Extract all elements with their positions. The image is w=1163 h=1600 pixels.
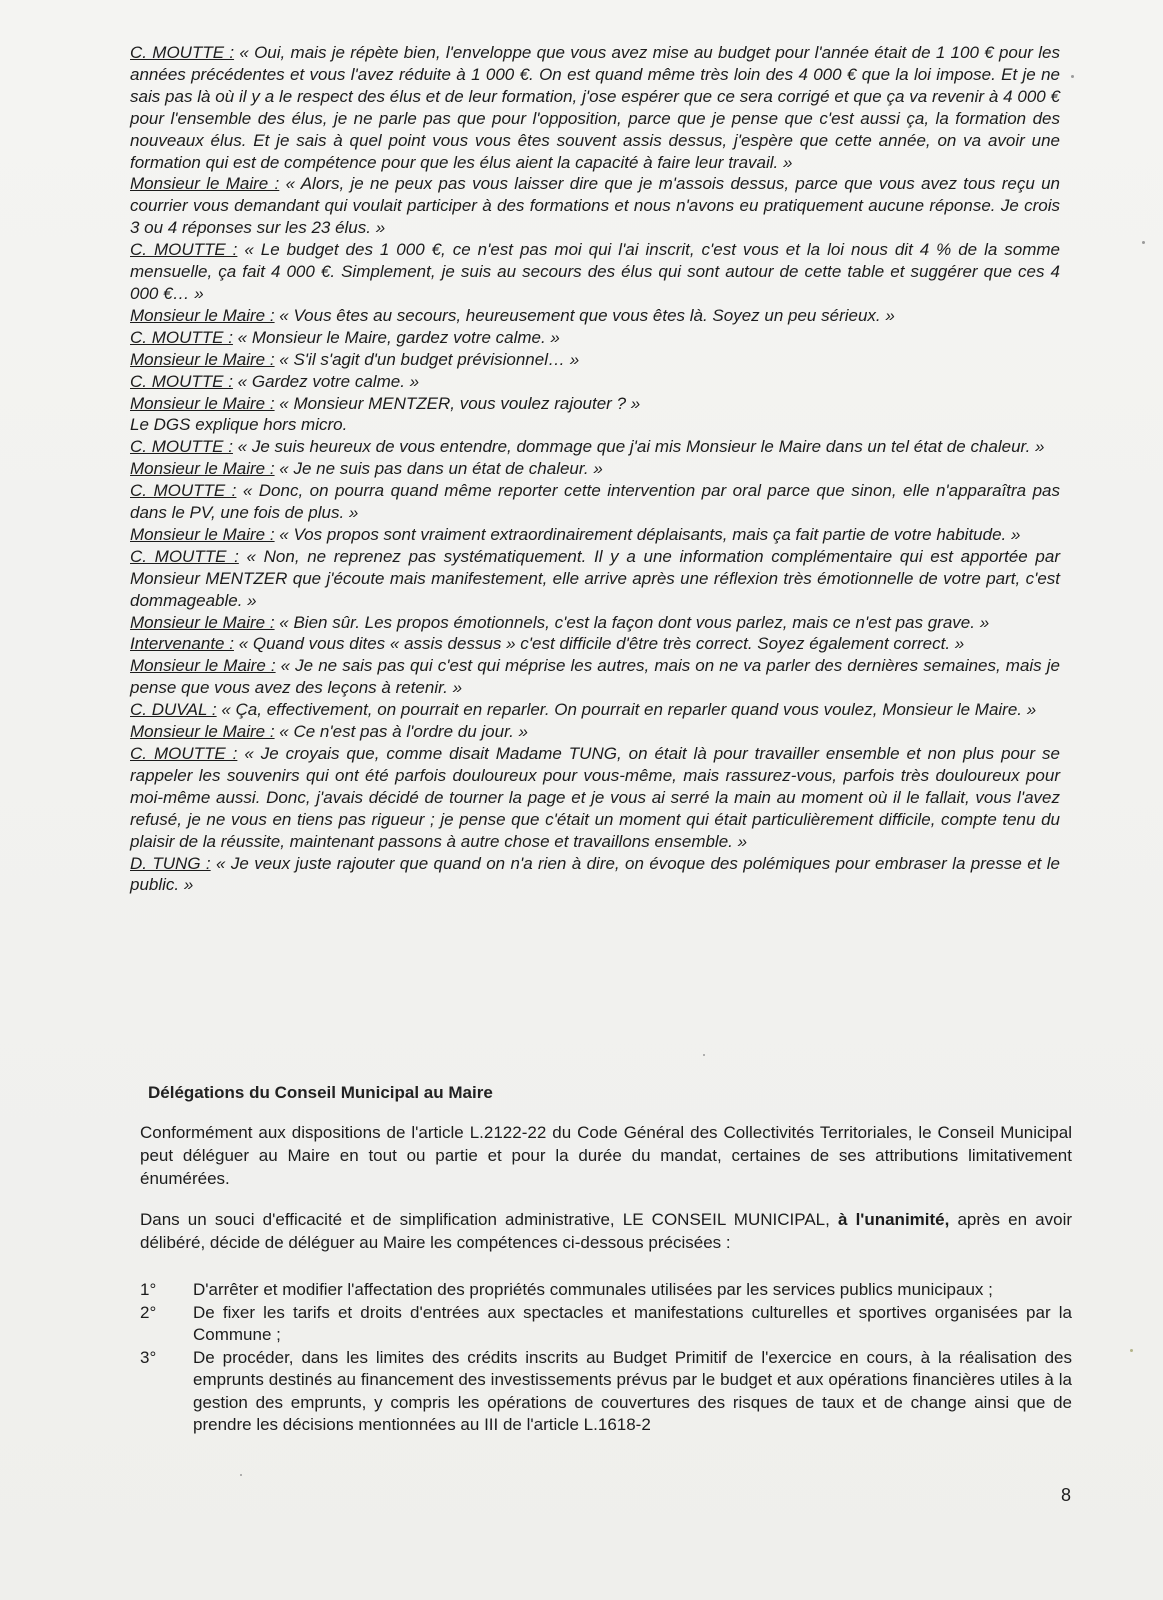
- vote-result: à l'unanimité,: [837, 1210, 950, 1229]
- speech-text: « Je ne sais pas qui c'est qui méprise les autres, mais on ne va parler des dernières semaines, mais je pense que vous avez des leçons à retenir. »: [130, 656, 1060, 698]
- dialogue-line: [130, 743, 1060, 853]
- speech-text: « Non, ne reprenez pas systématiquement. Il y a une information complémentaire qui est apportée par Monsieur MENTZER que j'écoute mais manifestement, elle arrive après une réflexion très émotionnelle de votre part, c'est dommageable. »: [130, 546, 1060, 610]
- speaker-name: C. MOUTTE :: [130, 546, 239, 566]
- speaker-name: C. MOUTTE :: [130, 240, 238, 260]
- dialogue-line: [130, 612, 1060, 634]
- dialogue-line: [130, 305, 1060, 327]
- speaker-name: C. MOUTTE :: [130, 744, 238, 763]
- dialogue-line: [130, 349, 1060, 371]
- speaker-name: D. TUNG :: [130, 853, 211, 873]
- speaker-name: Monsieur le Maire :: [130, 305, 275, 325]
- narration-line: [130, 414, 1060, 436]
- narration-text: Le DGS explique hors micro.: [130, 415, 348, 435]
- delegation-list: [140, 1279, 1072, 1437]
- speaker-name: C. MOUTTE :: [130, 481, 237, 501]
- dialogue-line: [130, 655, 1060, 699]
- speaker-name: Monsieur le Maire :: [130, 722, 275, 742]
- dialogue-line: [130, 436, 1060, 458]
- dialogue-line: [130, 546, 1060, 612]
- speaker-name: Monsieur le Maire :: [130, 524, 275, 544]
- scan-speck: [1071, 75, 1074, 78]
- speech-text: « S'il s'agit d'un budget prévisionnel… »: [274, 349, 580, 369]
- item-number: 2°: [140, 1302, 157, 1322]
- item-text: De fixer les tarifs et droits d'entrées aux spectacles et manifestations culturelles et sportives organisées par la Commune ;: [193, 1302, 1072, 1344]
- dialogue-line: [130, 239, 1060, 305]
- dialogue-line: [130, 393, 1060, 415]
- speech-text: « Le budget des 1 000 €, ce n'est pas moi qui l'ai inscrit, c'est vous et la loi nous dit 4 % de la somme mensuelle, ça fait 4 000 €. Simplement, je suis au secours des élus qui sont autour de cette table et suggérer que ces 4 000 €… »: [130, 240, 1060, 303]
- speech-text: « Monsieur MENTZER, vous voulez rajouter ? »: [274, 393, 641, 413]
- scan-speck: [240, 1474, 242, 1476]
- list-item: [140, 1302, 1072, 1347]
- section-title: Délégations du Conseil Municipal au Maire: [148, 1083, 493, 1102]
- speaker-name: Monsieur le Maire :: [130, 349, 275, 369]
- speech-text: « Gardez votre calme. »: [232, 371, 420, 391]
- dialogue-line: [130, 371, 1060, 393]
- dialogue-line: [130, 327, 1060, 349]
- scan-speck: [1142, 241, 1145, 244]
- speech-text: « Je ne suis pas dans un état de chaleur. »: [274, 459, 603, 479]
- item-text: De procéder, dans les limites des crédits inscrits au Budget Primitif de l'exercice en cours, à la réalisation des emprunts destinés au financement des investissements prévus par le budget et aux opérations financières utiles à la gestion des emprunts, y compris les opérations de couvertures des risques de taux et de change ainsi que de prendre les décisions mentionnées au III de l'article L.1618-2: [193, 1347, 1072, 1434]
- dialogue-line: [130, 458, 1060, 480]
- speaker-name: C. MOUTTE :: [130, 371, 233, 391]
- item-number: 3°: [140, 1347, 157, 1367]
- speech-text: « Donc, on pourra quand même reporter cette intervention par oral parce que sinon, elle n'apparaîtra pas dans le PV, une fois de plus. »: [130, 481, 1060, 523]
- dialogue-line: [130, 721, 1060, 743]
- scan-speck: [1130, 1349, 1133, 1352]
- speaker-name: Monsieur le Maire :: [130, 459, 275, 479]
- dialogue-line: [130, 633, 1060, 655]
- speaker-name: C. MOUTTE :: [130, 327, 233, 347]
- speaker-name: C. MOUTTE :: [130, 43, 235, 62]
- dialogue-line: [130, 480, 1060, 524]
- paragraph-text: Dans un souci d'efficacité et de simplification administrative, LE CONSEIL MUNICIPAL,: [140, 1210, 838, 1229]
- speech-text: « Vos propos sont vraiment extraordinairement déplaisants, mais ça fait partie de votre habitude. »: [274, 524, 1021, 544]
- speech-text: « Monsieur le Maire, gardez votre calme. »: [232, 327, 560, 347]
- speaker-name: Monsieur le Maire :: [130, 393, 275, 413]
- speech-text: « Ce n'est pas à l'ordre du jour. »: [274, 722, 529, 742]
- speech-text: « Je suis heureux de vous entendre, dommage que j'ai mis Monsieur le Maire dans un tel état de chaleur. »: [232, 437, 1045, 457]
- page-number: 8: [1061, 1485, 1072, 1505]
- dialogue-line: [130, 42, 1060, 173]
- speech-text: « Vous êtes au secours, heureusement que vous êtes là. Soyez un peu sérieux. »: [274, 305, 895, 325]
- decision-paragraph: [140, 1208, 1072, 1254]
- dialogue-line: [130, 173, 1060, 239]
- item-number: 1°: [140, 1280, 157, 1299]
- speaker-name: Monsieur le Maire :: [130, 174, 280, 194]
- body-paragraph: Conformément aux dispositions de l'article L.2122-22 du Code Général des Collectivités Territoriales, le Conseil Municipal peut déléguer au Maire en tout ou partie et pour la durée du mandat, certaines de ses attributions limitativement énumérées.: [140, 1123, 1072, 1188]
- speech-text: « Je croyais que, comme disait Madame TUNG, on était là pour travailler ensemble et non plus pour se rappeler les souvenirs qui ont été parfois douloureux pour vous-même, mais rassurez-vous, parfois très douloureux pour moi-même aussi. Donc, j'avais décidé de tourner la page et je vous ai serré la main au moment où il le fallait, vous l'avez refusé, je ne vous en tiens pas rigueur ; je pense que c'était un moment qui était particulièrement difficile, compte tenu du plaisir de la réussite, maintenant passons à autre chose et travaillons ensemble. »: [130, 744, 1060, 851]
- dialogue-line: [130, 699, 1060, 721]
- speaker-name: C. MOUTTE :: [130, 437, 233, 457]
- dialogue-line: [130, 524, 1060, 546]
- speech-text: « Quand vous dites « assis dessus » c'est difficile d'être très correct. Soyez également correct. »: [233, 634, 965, 654]
- item-text: D'arrêter et modifier l'affectation des propriétés communales utilisées par les services publics municipaux ;: [193, 1280, 993, 1299]
- scan-speck: [703, 1054, 705, 1056]
- speech-text: « Je veux juste rajouter que quand on n'a rien à dire, on évoque des polémiques pour embraser la presse et le public. »: [130, 853, 1060, 895]
- speech-text: « Alors, je ne peux pas vous laisser dire que je m'assois dessus, parce que vous avez tous reçu un courrier vous demandant qui voulait participer à des formations et nous n'avons eu pratiquement aucune réponse. Je crois 3 ou 4 réponses sur les 23 élus. »: [130, 174, 1060, 238]
- dialogue-line: [130, 853, 1060, 897]
- speaker-name: Intervenante :: [130, 634, 234, 654]
- list-item: [140, 1279, 1072, 1302]
- list-item: [140, 1347, 1072, 1437]
- speech-text: « Bien sûr. Les propos émotionnels, c'est la façon dont vous parlez, mais ce n'est pas grave. »: [274, 612, 990, 632]
- speech-text: « Ça, effectivement, on pourrait en reparler. On pourrait en reparler quand vous voulez, Monsieur le Maire. »: [216, 700, 1037, 720]
- speech-text: « Oui, mais je répète bien, l'enveloppe que vous avez mise au budget pour l'année était de 1 100 € pour les années précédentes et vous l'avez réduite à 1 000 €. On est quand même très loin des 4 000 € que la loi impose. Et je ne sais pas là où il y a le respect des élus et de leur formation, j'ose espérer que ce sera corrigé et que ça va revenir à 4 000 € pour l'ensemble des élus, je ne parle pas que pour l'opposition, parce que je pense que c'est aussi ça, la formation des nouveaux élus. Et je sais à quel point vous vous êtes souvent assis dessus, j'espère que cette année, on va avoir une formation qui est de compétence pour que les élus aient la capacité à faire leur travail. »: [130, 43, 1060, 172]
- speaker-name: C. DUVAL :: [130, 700, 217, 720]
- paragraph-text: après en avoir délibéré, décide de déléguer au Maire les compétences ci-dessous précisées :: [140, 1210, 1073, 1252]
- speaker-name: Monsieur le Maire :: [130, 656, 276, 676]
- dialogue-transcript: [130, 42, 1060, 896]
- speaker-name: Monsieur le Maire :: [130, 612, 275, 632]
